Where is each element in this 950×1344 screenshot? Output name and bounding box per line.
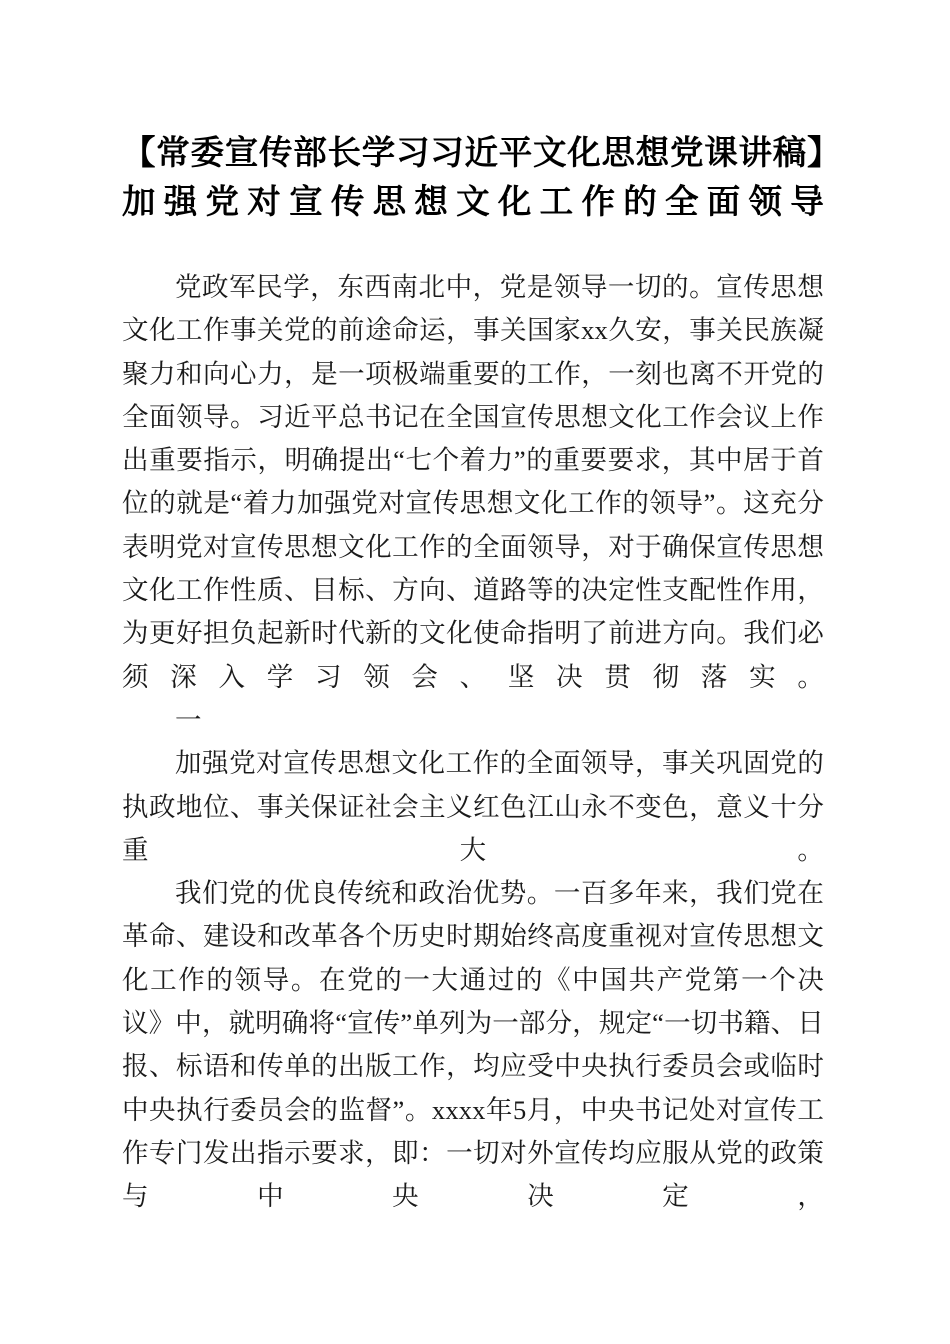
section-number-1: 一	[175, 704, 202, 735]
page-title: 【常委宣传部长学习习近平文化思想党课讲稿】加强党对宣传思想文化工作的全面领导	[122, 133, 824, 221]
body-paragraph-2: 加强党对宣传思想文化工作的全面领导，事关巩固党的执政地位、事关保证社会主义红色江山永不变色，意义十分重大。	[122, 748, 824, 865]
body-paragraph-3: 我们党的优良传统和政治优势。一百多年来，我们党在革命、建设和改革各个历史时期始终高度重视对宣传思想文化工作的领导。在党的一大通过的《中国共产党第一个决议》中，就明确将“宣传”单列为一部分，规定“一切书籍、日报、标语和传单的出版工作，均应受中央执行委员会或临时中央执行委员会的监督”。xxxx年5月，中央书记处对宣传工作专门发出指示要求，即：一切对外宣传均应服从党的政策与中央决定，	[122, 878, 824, 1212]
document-body	[122, 128, 824, 1219]
title-spacer	[122, 226, 824, 266]
body-paragraph-1: 党政军民学，东西南北中，党是领导一切的。宣传思想文化工作事关党的前途命运，事关国家xx久安，事关民族凝聚力和向心力，是一项极端重要的工作，一刻也离不开党的全面领导。习近平总书记在全国宣传思想文化工作会议上作出重要指示，明确提出“七个着力”的重要要求，其中居于首位的就是“着力加强党对宣传思想文化工作的领导”。这充分表明党对宣传思想文化工作的全面领导，对于确保宣传思想文化工作性质、目标、方向、道路等的决定性支配性作用，为更好担负起新时代新的文化使命指明了前进方向。我们必须深入学习领会、坚决贯彻落实。	[122, 272, 824, 692]
